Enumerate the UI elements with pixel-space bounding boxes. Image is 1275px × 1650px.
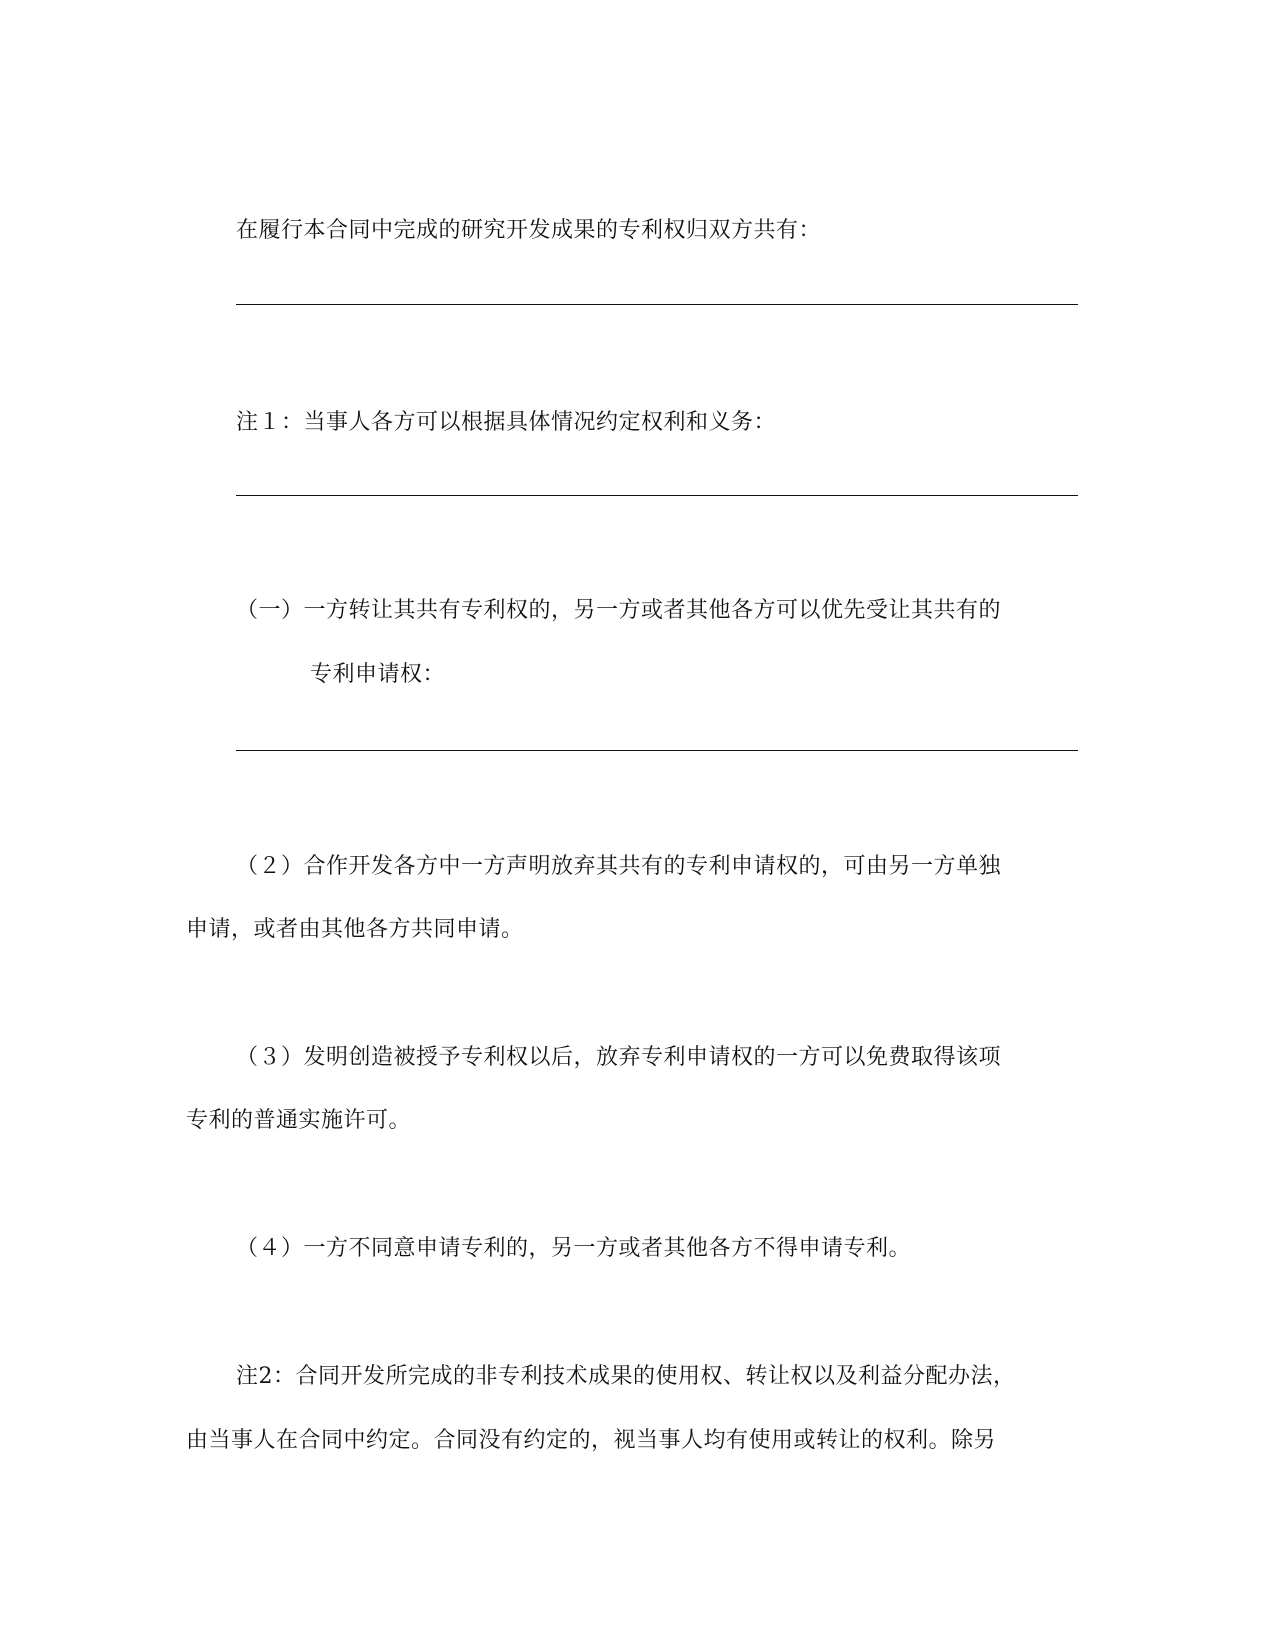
item-2-line-1: （２）合作开发各方中一方声明放弃其共有的专利申请权的，可由另一方单独 bbox=[236, 854, 1002, 879]
item-4-line-1: （４）一方不同意申请专利的，另一方或者其他各方不得申请专利。 bbox=[236, 1236, 912, 1261]
fill-in-line-1 bbox=[236, 304, 1078, 305]
item-3-line-1: （３）发明创造被授予专利权以后，放弃专利申请权的一方可以免费取得该项 bbox=[236, 1045, 1002, 1070]
item-3-line-2: 专利的普通实施许可。 bbox=[186, 1108, 412, 1133]
item-1-line-2: 专利申请权： bbox=[310, 662, 446, 687]
fill-in-line-3 bbox=[236, 750, 1078, 751]
item-2-line-2: 申请，或者由其他各方共同申请。 bbox=[186, 917, 524, 942]
note-1-text: 注１：当事人各方可以根据具体情况约定权利和义务： bbox=[236, 410, 777, 435]
note-2-line-2: 由当事人在合同中约定。合同没有约定的，视当事人均有使用或转让的权利。除另 bbox=[186, 1428, 997, 1453]
ownership-clause-text: 在履行本合同中完成的研究开发成果的专利权归双方共有： bbox=[236, 218, 822, 243]
note-2-line-1: 注2：合同开发所完成的非专利技术成果的使用权、转让权以及利益分配办法， bbox=[236, 1364, 1016, 1389]
fill-in-line-2 bbox=[236, 495, 1078, 496]
item-1-line-1: （一）一方转让其共有专利权的，另一方或者其他各方可以优先受让其共有的 bbox=[236, 598, 1002, 623]
